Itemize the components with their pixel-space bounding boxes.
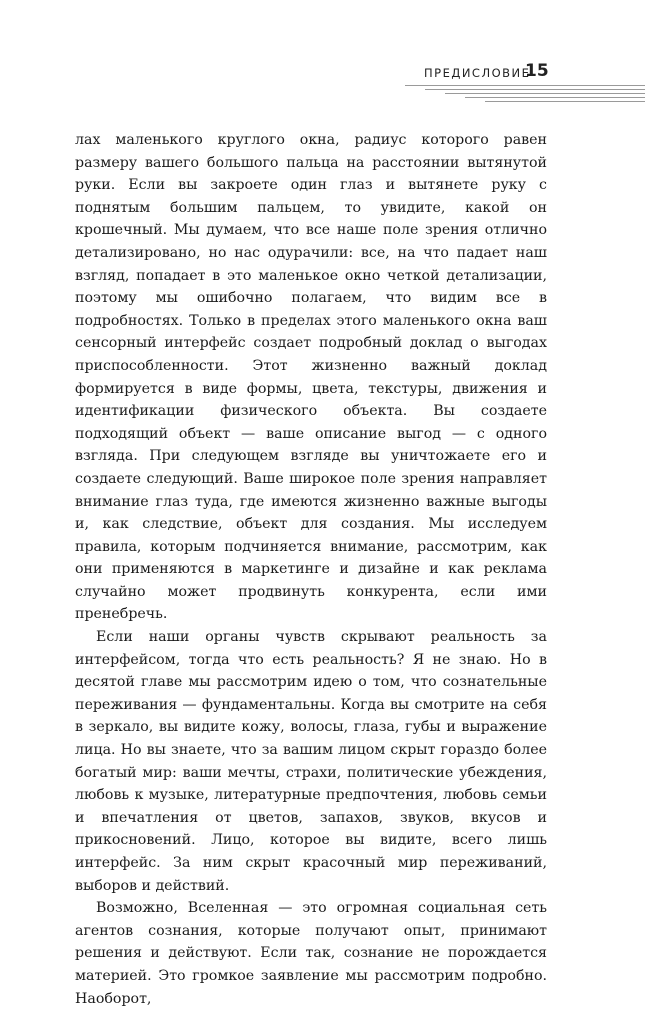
paragraph: Возможно, Вселенная — это огромная социальная сеть агентов сознания, которые получают опыт, принимают решения и действуют. Если так, сознание не порождается материей. Это громкое заявление мы рассмотрим подробно. Наоборот,: [75, 900, 547, 1007]
header-rule-line: [465, 97, 645, 98]
header-rule-line: [445, 93, 645, 94]
running-header-section-title: ПРЕДИСЛОВИЕ: [424, 66, 531, 80]
paragraph: Если наши органы чувств скрывают реальность за интерфейсом, тогда что есть реальность? Я не знаю. Но в десятой главе мы рассмотрим идею о том, что сознательные переживания — фундаментальны. Когда вы смотрите на себя в зеркало, вы видите кожу, волосы, глаза, губы и выражение лица. Но вы знаете, что за вашим лицом скрыт гораздо более богатый мир: ваши мечты, страхи, политические убеждения, любовь к музыке, литературные предпочтения, любовь семьи и впечатления от цветов, запахов, звуков, вкусов и прикосновений. Лицо, которое вы видите, всего лишь интерфейс. За ним скрыт красочный мир переживаний, выборов и действий.: [75, 629, 547, 894]
page-number: 15: [525, 61, 549, 81]
paragraph-continued: лах маленького круглого окна, радиус которого равен размеру вашего большого пальца на расстоянии вытянутой руки. Если вы закроете один глаз и вытянете руку с поднятым большим пальцем, то увидите, какой он крошечный. Мы думаем, что все наше поле зрения отлично детализировано, но нас одурачили: все, на что падает наш взгляд, попадает в это маленькое окно четкой детализации, поэтому мы ошибочно полагаем, что видим все в подробностях. Только в пределах этого маленького окна ваш сенсорный интерфейс создает подробный доклад о выгодах приспособленности. Этот жизненно важный доклад формируется в виде формы, цвета, текстуры, движения и идентификации физического объекта. Вы создаете подходящий объект — ваше описание выгод — с одного взгляда. При следующем взгляде вы уничтожаете его и создаете следующий. Ваше широкое поле зрения направляет внимание глаз туда, где имеются жизненно важные выгоды и, как следствие, объект для создания. Мы исследуем правила, которым подчиняется внимание, рассмотрим, как они применяются в маркетинге и дизайне и как реклама случайно может продвинуть конкурента, если ими пренебречь.: [75, 132, 547, 623]
header-rule-line: [485, 101, 645, 102]
header-rule-line: [425, 89, 645, 90]
header-rule-line: [405, 85, 645, 86]
body-text: [75, 129, 547, 1010]
